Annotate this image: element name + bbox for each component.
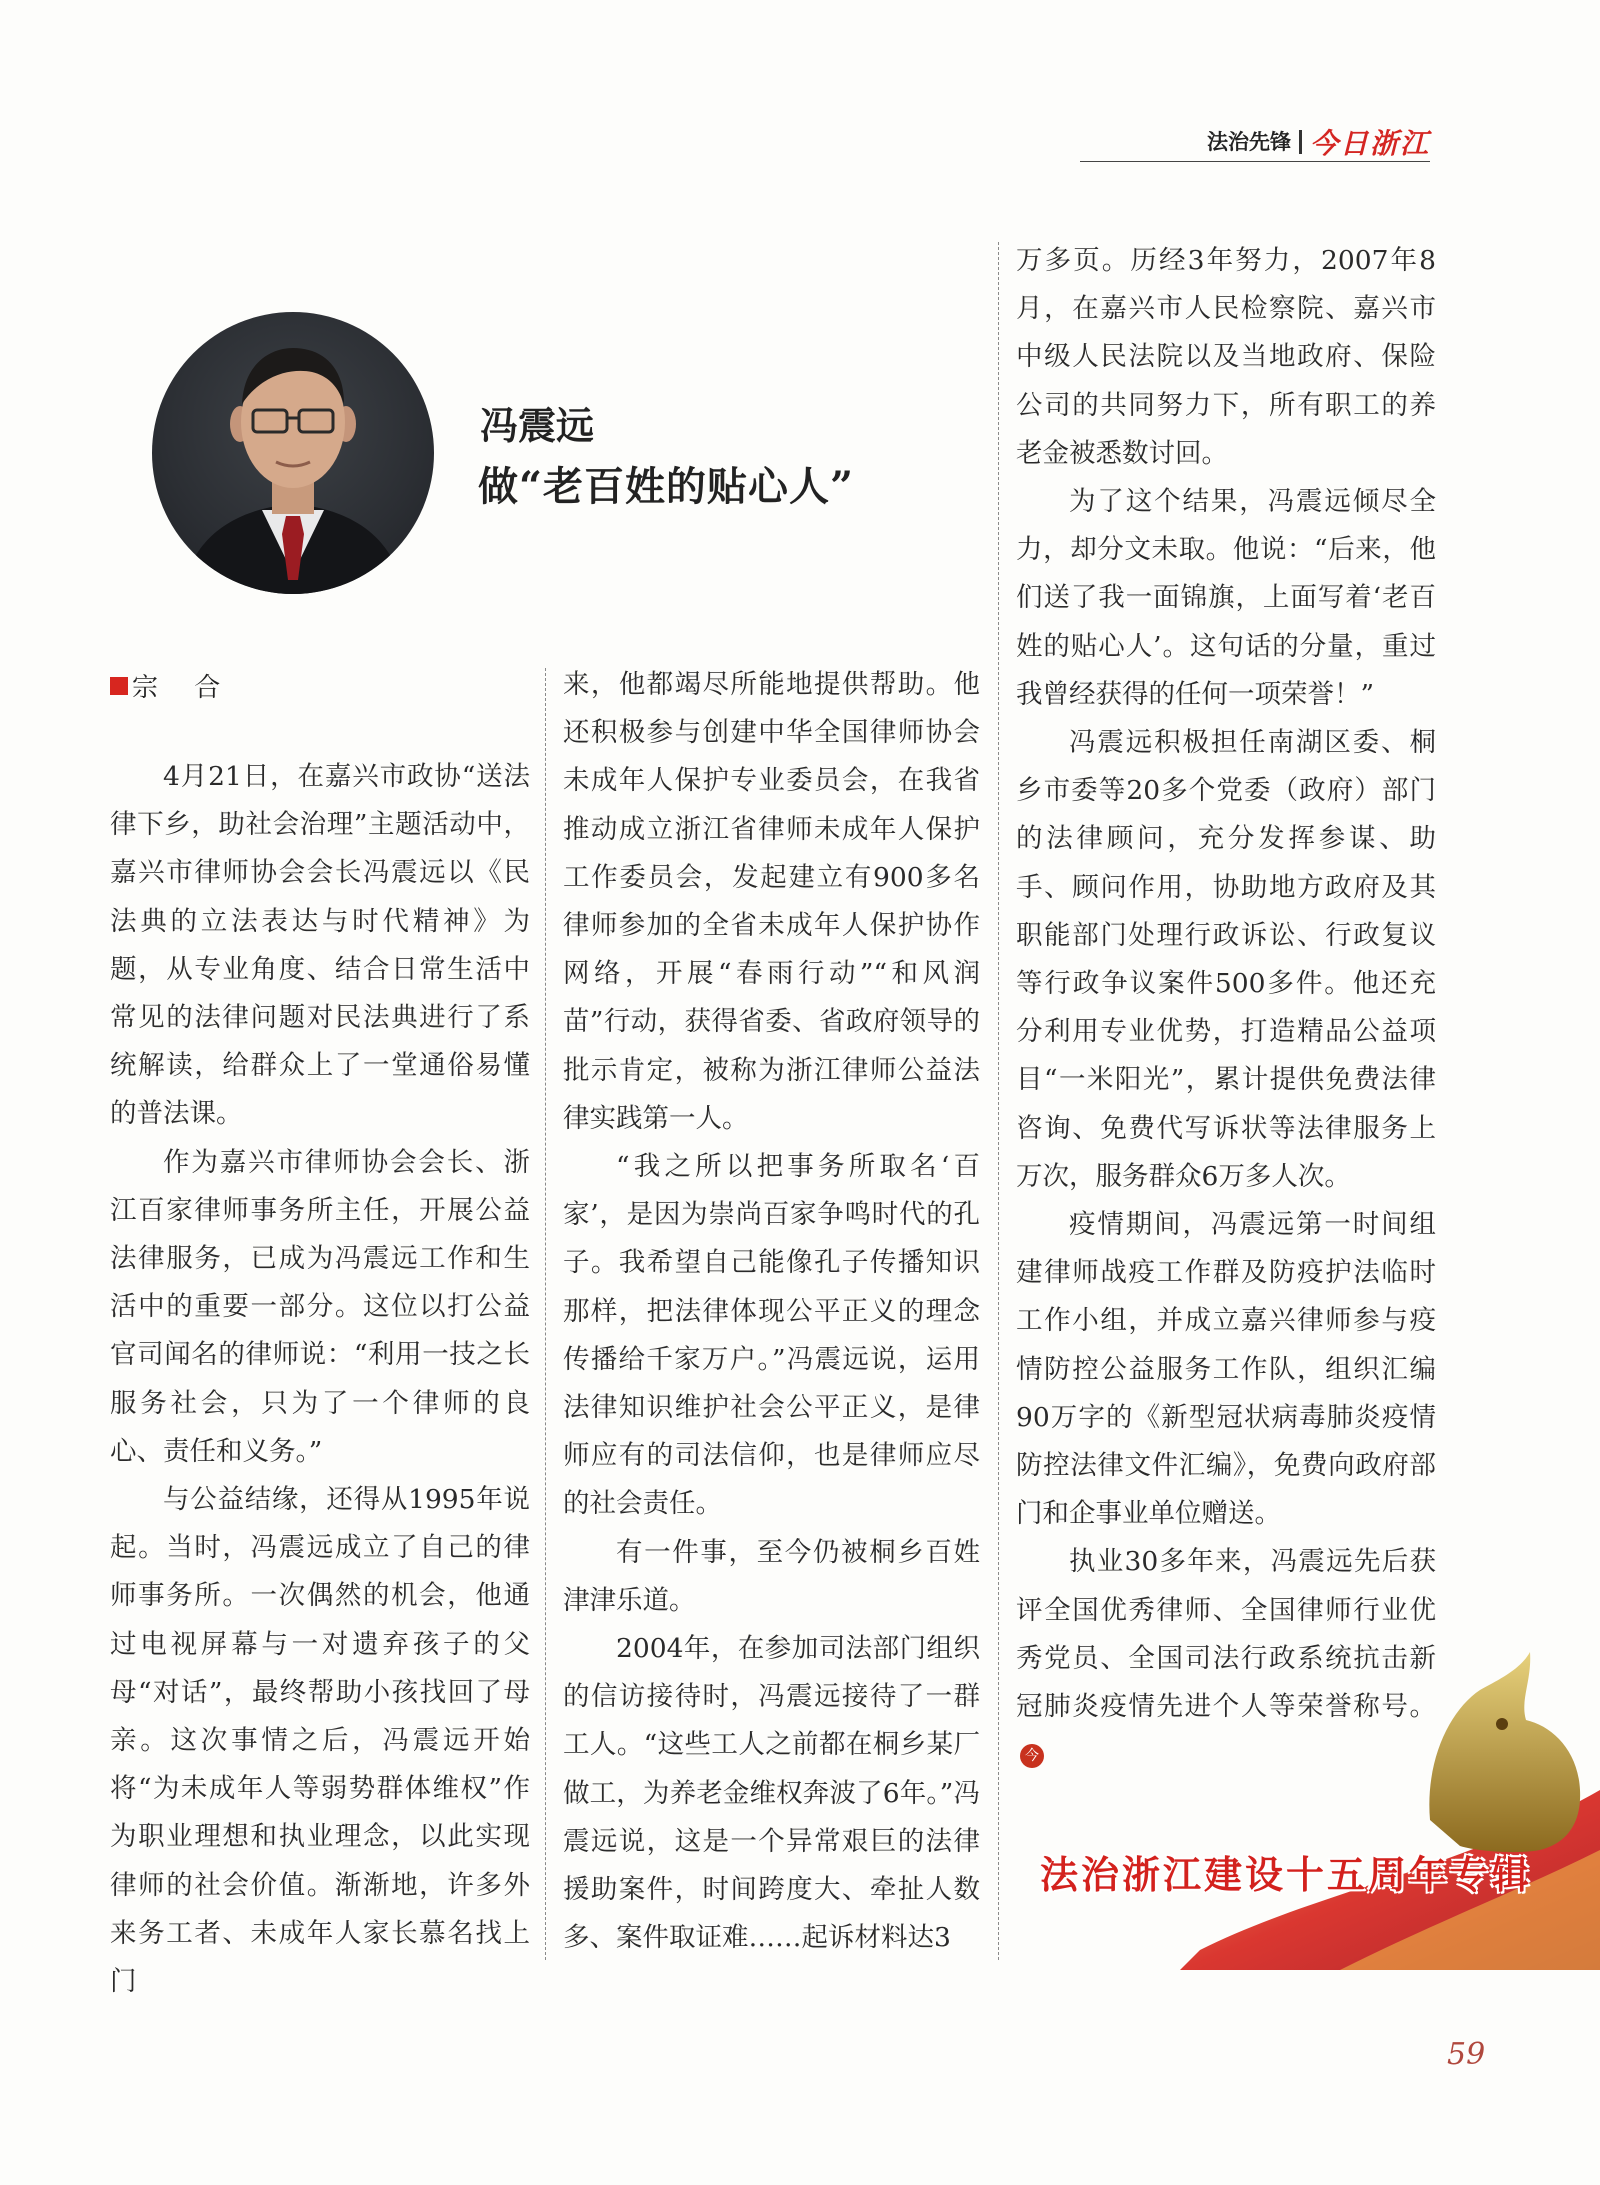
paragraph: “我之所以把事务所取名‘百家’，是因为崇尚百家争鸣时代的孔子。我希望自己能像孔子传播知识那样，把法律体现公平正义的理念传播给千家万户。”冯震远说，运用法律知识维护社会公平正义，是律师应有的司法信仰，也是律师应尽的社会责任。 bbox=[563, 1151, 980, 1520]
special-issue-banner bbox=[1180, 1640, 1600, 1970]
column-divider bbox=[998, 242, 999, 1960]
author-byline bbox=[110, 667, 234, 704]
red-square-icon bbox=[110, 677, 128, 695]
article-column-2 bbox=[563, 661, 980, 1962]
paragraph: 2004年，在参加司法部门组织的信访接待时，冯震远接待了一群工人。“这些工人之前都在桐乡某厂做工，为养老金维权奔波了6年。”冯震远说，这是一个异常艰巨的法律援助案件，时间跨度大、牵扯人数多、案件取证难……起诉材料达3 bbox=[563, 1633, 980, 1954]
magazine-logo: 今日浙江 bbox=[1309, 127, 1430, 160]
header-section-title: 法治先锋 bbox=[1207, 130, 1302, 154]
paragraph-text: 执业30多年来，冯震远先后获评全国优秀律师、全国律师行业优秀党员、全国司法行政系统抗击新冠肺炎疫情先进个人等荣誉称号。 bbox=[1016, 1546, 1436, 1723]
column-divider bbox=[545, 668, 546, 1960]
paragraph: 来，他都竭尽所能地提供帮助。他还积极参与创建中华全国律师协会未成年人保护专业委员会，在我省推动成立浙江省律师未成年人保护工作委员会，发起建立有900多名律师参加的全省未成年人保护协作网络，开展“春雨行动”“和风润苗”行动，获得省委、省政府领导的批示肯定，被称为浙江律师公益法律实践第一人。 bbox=[563, 669, 980, 1134]
paragraph: 万多页。历经3年努力，2007年8月，在嘉兴市人民检察院、嘉兴市中级人民法院以及当地政府、保险公司的共同努力下，所有职工的养老金被悉数讨回。 bbox=[1016, 245, 1436, 469]
page-number: 59 bbox=[1447, 2037, 1486, 2072]
paragraph: 作为嘉兴市律师协会会长、浙江百家律师事务所主任，开展公益法律服务，已成为冯震远工作和生活中的重要一部分。这位以打公益官司闻名的律师说：“利用一技之长服务社会，只为了一个律师的良心、责任和义务。” bbox=[110, 1146, 530, 1467]
article-name: 冯震远 bbox=[480, 404, 595, 448]
paragraph: 冯震远积极担任南湖区委、桐乡市委等20多个党委（政府）部门的法律顾问，充分发挥参谋、助手、顾问作用，协助地方政府及其职能部门处理行政诉讼、行政复议等行政争议案件500多件。他还充分利用专业优势，打造精品公益项目“一米阳光”，累计提供免费法律咨询、免费代写诉状等法律服务上万次，服务群众6万多人次。 bbox=[1016, 727, 1436, 1192]
paragraph: 有一件事，至今仍被桐乡百姓津津乐道。 bbox=[563, 1536, 980, 1616]
article-column-3 bbox=[1016, 237, 1436, 1780]
banner-graphic bbox=[1180, 1640, 1600, 1970]
paragraph: 疫情期间，冯震远第一时间组建律师战疫工作群及防疫护法临时工作小组，并成立嘉兴律师参与疫情防控公益服务工作队，组织汇编90万字的《新型冠状病毒肺炎疫情防控法律文件汇编》，免费向政府部门和企事业单位赠送。 bbox=[1016, 1209, 1436, 1530]
article-column-1 bbox=[110, 753, 530, 2006]
author-name: 宗 合 bbox=[132, 673, 235, 703]
article-subtitle: 做“老百姓的贴心人” bbox=[478, 463, 855, 510]
paragraph: 为了这个结果，冯震远倾尽全力，却分文未取。他说：“后来，他们送了我一面锦旗，上面写着‘老百姓的贴心人’。这句话的分量，重过我曾经获得的任何一项荣誉！” bbox=[1016, 486, 1436, 710]
page-header bbox=[1080, 122, 1430, 162]
header-rule bbox=[1080, 161, 1430, 163]
portrait-photo bbox=[152, 312, 434, 594]
end-mark-icon: 今 bbox=[1020, 1744, 1044, 1768]
special-issue-title: 法治浙江建设十五周年专辑 bbox=[1040, 1853, 1533, 1897]
portrait-illustration bbox=[152, 312, 434, 594]
paragraph: 4月21日，在嘉兴市政协“送法律下乡，助社会治理”主题活动中，嘉兴市律师协会会长冯震远以《民法典的立法表达与时代精神》为题，从专业角度、结合日常生活中常见的法律问题对民法典进行了系统解读，给群众上了一堂通俗易懂的普法课。 bbox=[110, 761, 530, 1130]
paragraph: 与公益结缘，还得从1995年说起。当时，冯震远成立了自己的律师事务所。一次偶然的机会，他通过电视屏幕与一对遗弃孩子的父母“对话”，最终帮助小孩找回了母亲。这次事情之后，冯震远开始将“为未成年人等弱势群体维权”作为职业理想和执业理念，以此实现律师的社会价值。渐渐地，许多外来务工者、未成年人家长慕名找上门 bbox=[110, 1484, 530, 1998]
